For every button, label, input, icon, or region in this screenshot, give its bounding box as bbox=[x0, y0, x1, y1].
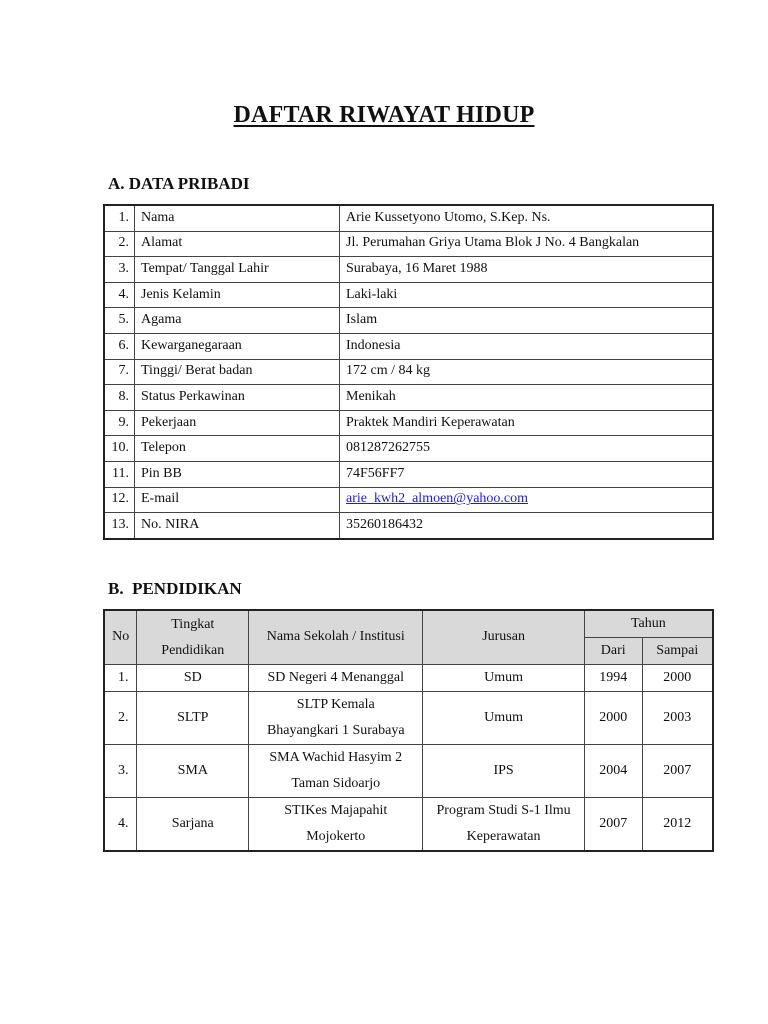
table-row bbox=[104, 359, 713, 385]
header-tingkat-line2: Pendidikan bbox=[161, 642, 225, 658]
cell-sekolah bbox=[249, 798, 423, 852]
table-row bbox=[104, 385, 713, 411]
header-row bbox=[104, 610, 713, 638]
field-value: Praktek Mandiri Keperawatan bbox=[340, 410, 714, 436]
table-row bbox=[104, 798, 713, 852]
cell-dari: 2000 bbox=[584, 692, 642, 745]
row-number: 10. bbox=[104, 436, 135, 462]
field-value: Indonesia bbox=[340, 333, 714, 359]
table-row bbox=[104, 282, 713, 308]
cell-tingkat: SLTP bbox=[137, 692, 249, 745]
table-row bbox=[104, 665, 713, 692]
field-value: Surabaya, 16 Maret 1988 bbox=[340, 257, 714, 283]
table-row bbox=[104, 487, 713, 513]
row-number: 1. bbox=[104, 205, 135, 231]
cell-jurusan bbox=[423, 798, 584, 852]
cell-jurusan-line1: Program Studi S-1 Ilmu bbox=[436, 803, 571, 818]
field-value: Jl. Perumahan Griya Utama Blok J No. 4 Bangkalan bbox=[340, 231, 714, 257]
row-number: 2. bbox=[104, 231, 135, 257]
row-number: 3. bbox=[104, 745, 137, 798]
cell-dari: 2004 bbox=[584, 745, 642, 798]
row-number: 8. bbox=[104, 385, 135, 411]
cell-jurusan-line2: Keperawatan bbox=[466, 829, 541, 844]
cell-sekolah bbox=[249, 745, 423, 798]
document-title: DAFTAR RIWAYAT HIDUP bbox=[233, 102, 535, 128]
row-number: 5. bbox=[104, 308, 135, 334]
cell-sekolah-line2: Mojokerto bbox=[306, 829, 366, 844]
field-label: Agama bbox=[135, 308, 340, 334]
header-no: No bbox=[104, 610, 137, 665]
table-row bbox=[104, 745, 713, 798]
row-number: 12. bbox=[104, 487, 135, 513]
cell-sekolah-line2: Bhayangkari 1 Surabaya bbox=[266, 723, 405, 738]
field-value: Menikah bbox=[340, 385, 714, 411]
field-value bbox=[340, 487, 714, 513]
section-heading-data-pribadi: A. DATA PRIBADI bbox=[108, 174, 250, 193]
cell-sekolah-line1: SMA Wachid Hasyim 2 bbox=[269, 750, 403, 765]
cell-sampai: 2003 bbox=[642, 692, 713, 745]
field-label: Pin BB bbox=[135, 461, 340, 487]
field-label: Telepon bbox=[135, 436, 340, 462]
field-value: Arie Kussetyono Utomo, S.Kep. Ns. bbox=[340, 205, 714, 231]
row-number: 13. bbox=[104, 513, 135, 539]
header-dari: Dari bbox=[584, 638, 642, 665]
cell-sekolah: SD Negeri 4 Menanggal bbox=[249, 665, 423, 692]
row-number: 1. bbox=[104, 665, 137, 692]
cell-tingkat: Sarjana bbox=[137, 798, 249, 852]
field-label: Tempat/ Tanggal Lahir bbox=[135, 257, 340, 283]
email-link[interactable]: arie_kwh2_almoen@yahoo.com bbox=[346, 491, 529, 507]
cell-jurusan: Umum bbox=[423, 692, 584, 745]
field-label: Alamat bbox=[135, 231, 340, 257]
table-row bbox=[104, 231, 713, 257]
row-number: 3. bbox=[104, 257, 135, 283]
cell-jurusan: IPS bbox=[423, 745, 584, 798]
field-label: Jenis Kelamin bbox=[135, 282, 340, 308]
table-row bbox=[104, 513, 713, 539]
cell-sampai: 2000 bbox=[642, 665, 713, 692]
cell-sampai: 2012 bbox=[642, 798, 713, 852]
cell-jurusan: Umum bbox=[423, 665, 584, 692]
data-pribadi-table bbox=[103, 204, 714, 540]
cell-sekolah bbox=[249, 692, 423, 745]
table-row bbox=[104, 410, 713, 436]
table-row bbox=[104, 257, 713, 283]
header-jurusan: Jurusan bbox=[423, 610, 584, 665]
row-number: 7. bbox=[104, 359, 135, 385]
cell-tingkat: SD bbox=[137, 665, 249, 692]
row-number: 2. bbox=[104, 692, 137, 745]
table-row bbox=[104, 461, 713, 487]
field-value: Islam bbox=[340, 308, 714, 334]
header-tingkat bbox=[137, 610, 249, 665]
cell-sekolah-line1: SLTP Kemala bbox=[296, 697, 375, 712]
row-number: 4. bbox=[104, 798, 137, 852]
header-tahun: Tahun bbox=[584, 610, 713, 638]
row-number: 6. bbox=[104, 333, 135, 359]
cell-dari: 1994 bbox=[584, 665, 642, 692]
row-number: 4. bbox=[104, 282, 135, 308]
cell-tingkat: SMA bbox=[137, 745, 249, 798]
row-number: 11. bbox=[104, 461, 135, 487]
field-value: 172 cm / 84 kg bbox=[340, 359, 714, 385]
table-row bbox=[104, 692, 713, 745]
header-tingkat-line1: Tingkat bbox=[171, 616, 215, 632]
header-sampai: Sampai bbox=[642, 638, 713, 665]
field-label: Pekerjaan bbox=[135, 410, 340, 436]
field-value: Laki-laki bbox=[340, 282, 714, 308]
pendidikan-table bbox=[103, 609, 714, 852]
row-number: 9. bbox=[104, 410, 135, 436]
cell-sampai: 2007 bbox=[642, 745, 713, 798]
field-label: E-mail bbox=[135, 487, 340, 513]
table-row bbox=[104, 308, 713, 334]
field-label: Kewarganegaraan bbox=[135, 333, 340, 359]
field-value: 35260186432 bbox=[340, 513, 714, 539]
field-label: Status Perkawinan bbox=[135, 385, 340, 411]
cell-dari: 2007 bbox=[584, 798, 642, 852]
field-label: Tinggi/ Berat badan bbox=[135, 359, 340, 385]
field-label: No. NIRA bbox=[135, 513, 340, 539]
table-row bbox=[104, 333, 713, 359]
table-row bbox=[104, 205, 713, 231]
header-sekolah: Nama Sekolah / Institusi bbox=[249, 610, 423, 665]
field-value: 081287262755 bbox=[340, 436, 714, 462]
section-heading-pendidikan: B. PENDIDIKAN bbox=[108, 579, 242, 598]
cell-sekolah-line2: Taman Sidoarjo bbox=[291, 776, 381, 791]
field-value: 74F56FF7 bbox=[340, 461, 714, 487]
field-label: Nama bbox=[135, 205, 340, 231]
table-row bbox=[104, 436, 713, 462]
cell-sekolah-line1: STIKes Majapahit bbox=[284, 803, 388, 818]
